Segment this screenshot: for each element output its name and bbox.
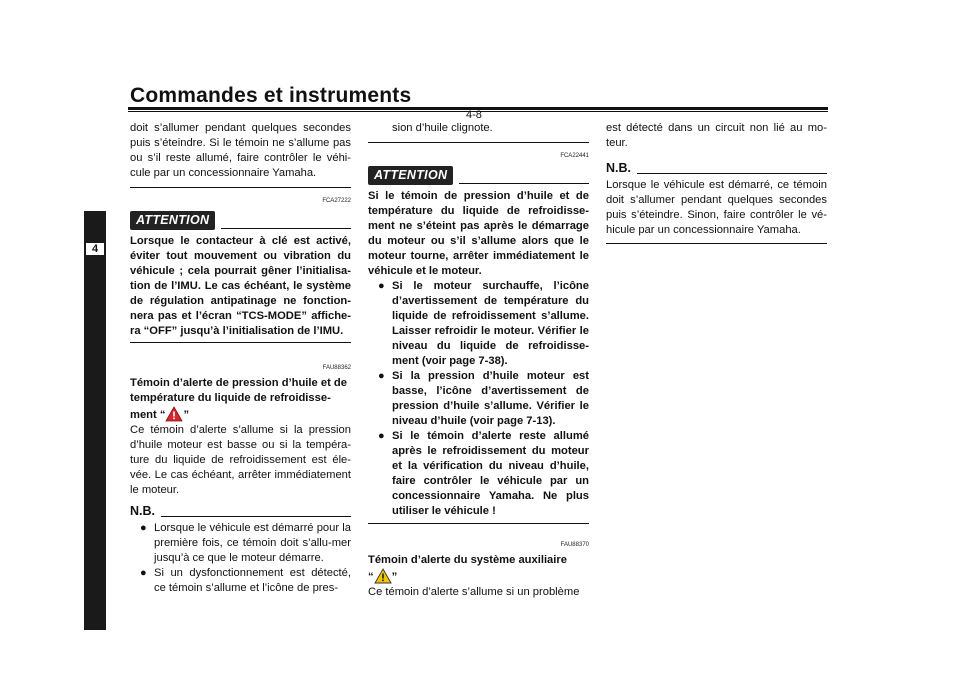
attention-header (130, 211, 351, 230)
section-tab-number: 4 (86, 243, 104, 255)
heading-line (130, 406, 351, 423)
nb-label: N.B. (606, 161, 631, 175)
section-heading (368, 553, 589, 585)
bullet-icon: ● (378, 370, 385, 382)
continued-text: sion d’huile clignote. (392, 122, 493, 134)
intro-paragraph: doit s’allumer pendant quelques secondes puis s’éteindre. Si le témoin ne s’allume pas ou s’il reste allumé, faire contrôler le véhi-cule par un concessionnaire Yamaha. (130, 122, 351, 179)
column-right (606, 121, 827, 247)
page-number: 4-8 (466, 109, 482, 121)
nb-header (130, 504, 351, 519)
divider (368, 142, 589, 143)
heading-line (368, 568, 589, 585)
page-title: Commandes et instruments (130, 84, 412, 107)
heading-text: ment “ (130, 409, 166, 421)
nb-text: Lorsque le véhicule est démarré, ce témoin doit s’allumer pendant quelques secondes puis s’éteindre. Sinon, faire contrôler le vé-hicule par un concessionnaire Yamaha. (606, 179, 827, 236)
section-body: Ce témoin d’alerte s’allume si un problème (368, 586, 580, 598)
red-warning-triangle-icon (165, 406, 183, 422)
heading-line: Témoin d’alerte de pression d’huile et de (130, 377, 347, 389)
section-body: Ce témoin d’alerte s’allume si la pression d’huile moteur est basse ou si la tempéra-ture du liquide de refroidissement est éle-vée. Le cas échéant, arrêter immédiatement le moteur. (130, 424, 351, 496)
divider (606, 243, 827, 244)
list-item-text: Lorsque le véhicule est démarré pour la première fois, ce témoin doit s’allu-mer jusqu’à ce que le moteur démarre. (154, 522, 351, 564)
bullet-icon: ● (140, 567, 147, 579)
attention-badge: ATTENTION (130, 211, 215, 230)
column-middle (368, 121, 589, 600)
heading-line: température du liquide de refroidisse- (130, 392, 331, 404)
attention-badge: ATTENTION (368, 166, 453, 185)
attention-text: Lorsque le contacteur à clé est activé, éviter tout mouvement ou vibration du véhicule ; cela pourrait gêner l’initialisa-tion de l’IMU. Le cas échéant, le système de régulation antipatinage ne fonction-nera pas et l’écran “TCS-MODE” affiche-ra “OFF” jusqu’à l’initialisation de l’IMU. (130, 235, 351, 337)
attention-header (368, 166, 589, 185)
attention-rule (459, 183, 589, 184)
bullet-icon: ● (378, 280, 385, 292)
list-item-text: Si un dysfonctionnement est détecté, ce témoin s’allume et l’icône de pres- (154, 567, 351, 594)
divider (130, 342, 351, 343)
divider (130, 187, 351, 188)
continued-text: est détecté dans un circuit non lié au mo-teur. (606, 122, 827, 149)
list-item (368, 429, 589, 519)
attention-text: Si le témoin de pression d’huile et de température du liquide de refroidisse-ment ne s’éteint pas après le démarrage du moteur ou s’il s’allume alors que le moteur tourne, arrêter immédiatement le véhicule et le moteur. (368, 190, 589, 277)
list-item (368, 279, 589, 369)
attention-code: FCA27222 (322, 198, 351, 204)
nb-rule (637, 173, 827, 174)
list-item (368, 369, 589, 429)
list-item-text: Si le moteur surchauffe, l’icône d’avertissement de température du liquide de refroidissement s’allume. Laisser refroidir le moteur. Vérifier le niveau du liquide de refroidisse-ment (voir page 7-38). (392, 280, 589, 367)
divider (368, 523, 589, 524)
heading-line: Témoin d’alerte du système auxiliaire (368, 554, 567, 566)
heading-text: “ (368, 571, 374, 583)
section-code: FAU88362 (322, 365, 351, 371)
list-item (130, 521, 351, 566)
nb-header (606, 161, 827, 176)
nb-label: N.B. (130, 504, 155, 518)
heading-text: ” (183, 409, 190, 421)
section-heading (130, 376, 351, 423)
section-code: FAU88370 (560, 542, 589, 548)
bullet-icon: ● (140, 522, 147, 534)
list-item (130, 566, 351, 596)
list-item-text: Si le témoin d’alerte reste allumé après le refroidissement du moteur et la vérification du niveau d’huile, faire contrôler le véhicule par un concessionnaire Yamaha. Ne plus utiliser le véhicule ! (392, 430, 589, 517)
attention-code: FCA22441 (560, 153, 589, 159)
list-item-text: Si la pression d’huile moteur est basse, l’icône d’avertissement de pression d’huile s’allume. Vérifier le niveau d’huile (voir page 7-13). (392, 370, 589, 427)
yellow-warning-triangle-icon (374, 568, 392, 584)
nb-rule (161, 516, 351, 517)
section-tab (84, 211, 106, 630)
heading-text: ” (391, 571, 398, 583)
column-left (130, 121, 351, 596)
bullet-icon: ● (378, 430, 385, 442)
attention-rule (221, 228, 351, 229)
